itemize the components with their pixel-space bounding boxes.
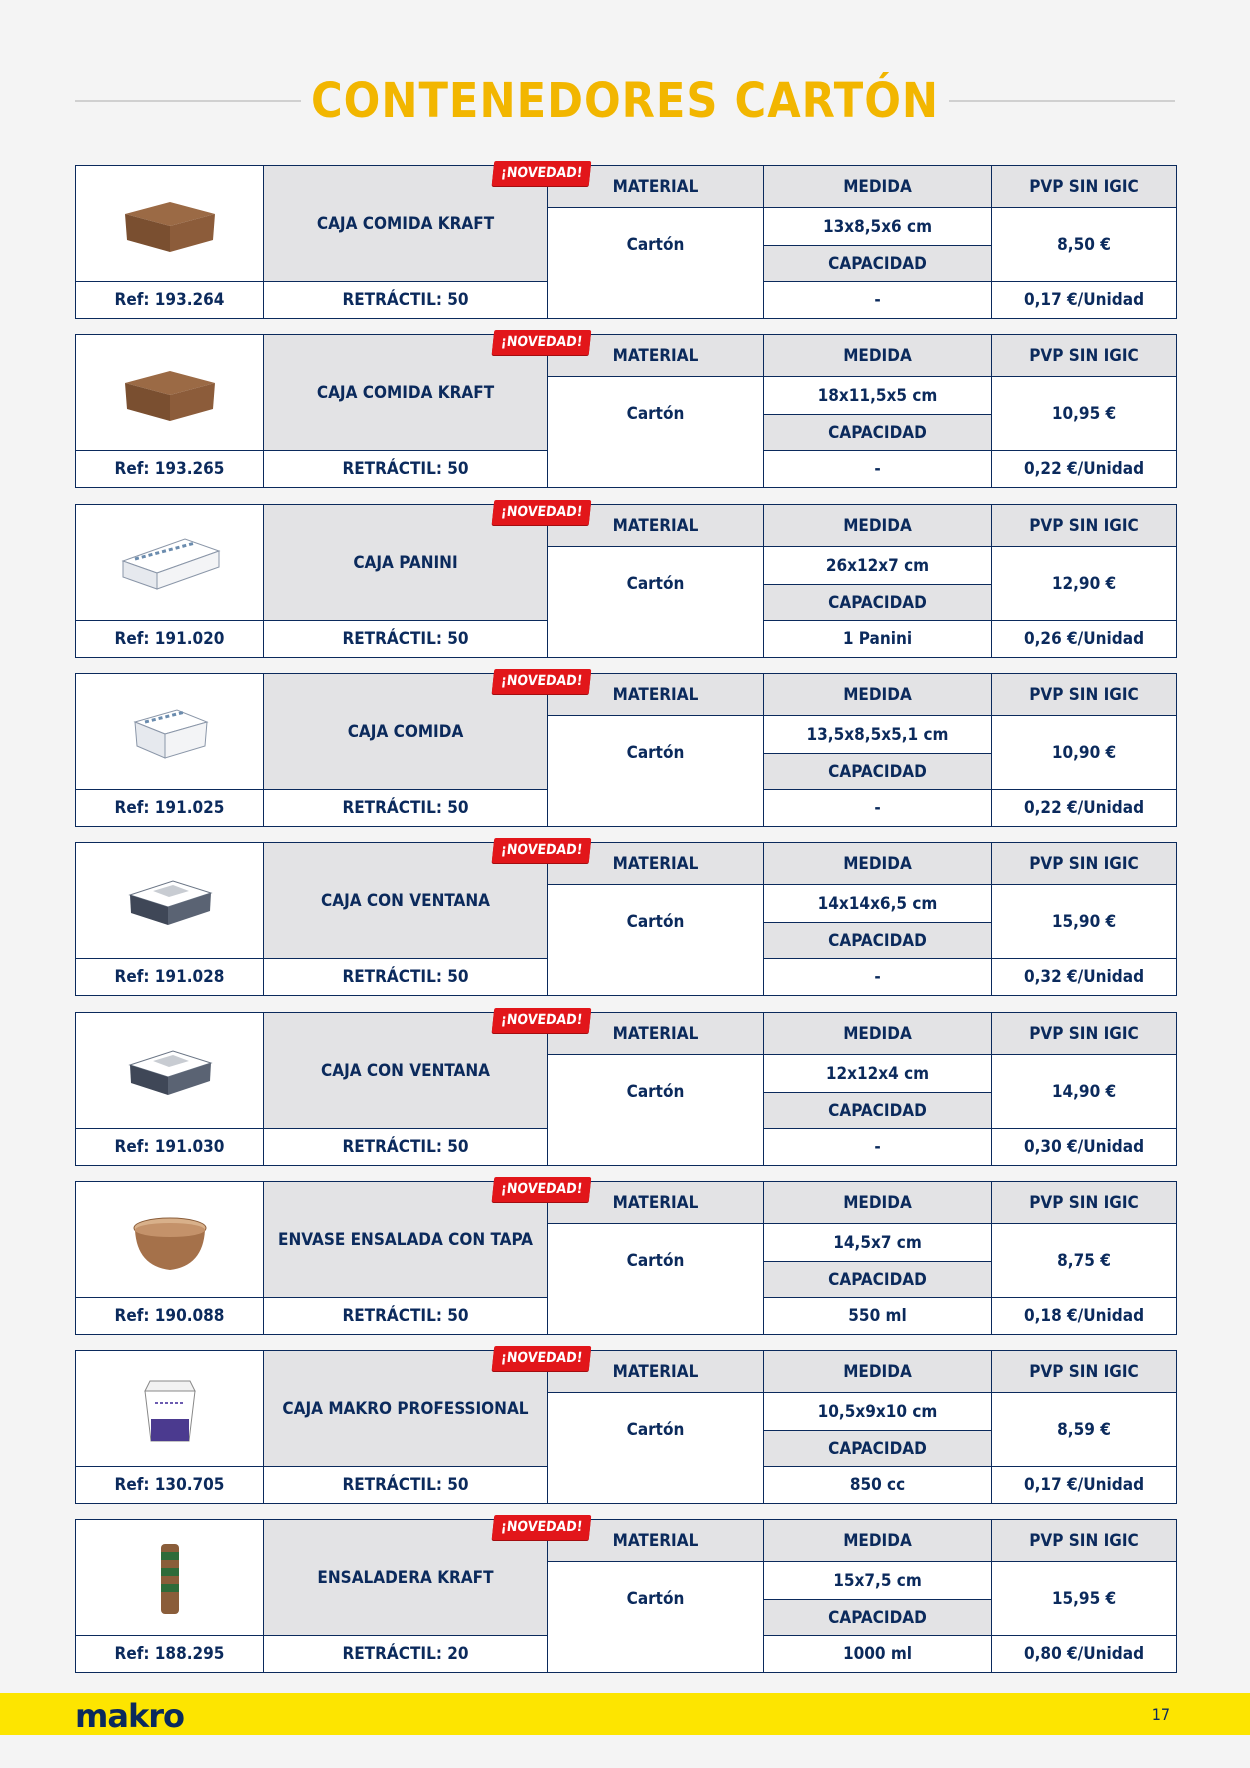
material-header: MATERIAL xyxy=(548,335,764,377)
pvp-header: PVP SIN IGIC xyxy=(992,505,1177,547)
product-table xyxy=(75,673,1177,827)
material-header: MATERIAL xyxy=(548,1520,764,1562)
novedad-badge: ¡NOVEDAD! xyxy=(492,1177,592,1202)
pvp-header: PVP SIN IGIC xyxy=(992,674,1177,716)
medida-value: 13,5x8,5x5,1 cm xyxy=(764,716,992,754)
salad-bowl-icon xyxy=(76,1200,263,1280)
capacidad-value: 550 ml xyxy=(764,1298,992,1335)
pvp-header: PVP SIN IGIC xyxy=(992,1520,1177,1562)
retractil-value: RETRÁCTIL: 50 xyxy=(264,1298,548,1335)
product-ref: Ref: 130.705 xyxy=(76,1467,264,1504)
material-value: Cartón xyxy=(548,1224,764,1298)
medida-value: 14,5x7 cm xyxy=(764,1224,992,1262)
product-image xyxy=(76,335,264,451)
product-card xyxy=(75,1012,1176,1165)
capacidad-value: - xyxy=(764,959,992,996)
price-value: 15,95 € xyxy=(992,1562,1177,1636)
product-card xyxy=(75,673,1176,826)
novedad-badge: ¡NOVEDAD! xyxy=(492,330,592,355)
material-spacer xyxy=(548,451,764,488)
panini-box-icon xyxy=(76,523,263,603)
pvp-header: PVP SIN IGIC xyxy=(992,166,1177,208)
medida-header: MEDIDA xyxy=(764,674,992,716)
product-image xyxy=(76,1182,264,1298)
unit-price: 0,22 €/Unidad xyxy=(992,790,1177,827)
product-ref: Ref: 191.025 xyxy=(76,790,264,827)
product-image xyxy=(76,1520,264,1636)
material-spacer xyxy=(548,1467,764,1504)
retractil-value: RETRÁCTIL: 50 xyxy=(264,790,548,827)
price-value: 14,90 € xyxy=(992,1055,1177,1129)
product-table xyxy=(75,165,1177,319)
material-header: MATERIAL xyxy=(548,1182,764,1224)
product-table xyxy=(75,1350,1177,1504)
material-header: MATERIAL xyxy=(548,674,764,716)
product-table xyxy=(75,1519,1177,1673)
capacidad-header: CAPACIDAD xyxy=(764,754,992,790)
capacidad-value: - xyxy=(764,451,992,488)
unit-price: 0,17 €/Unidad xyxy=(992,1467,1177,1504)
unit-price: 0,17 €/Unidad xyxy=(992,282,1177,319)
medida-value: 18x11,5x5 cm xyxy=(764,377,992,415)
price-value: 8,75 € xyxy=(992,1224,1177,1298)
retractil-value: RETRÁCTIL: 50 xyxy=(264,959,548,996)
novedad-badge: ¡NOVEDAD! xyxy=(492,838,592,863)
material-spacer xyxy=(548,790,764,827)
material-spacer xyxy=(548,621,764,658)
unit-price: 0,80 €/Unidad xyxy=(992,1636,1177,1673)
price-value: 15,90 € xyxy=(992,885,1177,959)
medida-value: 13x8,5x6 cm xyxy=(764,208,992,246)
capacidad-value: - xyxy=(764,1129,992,1166)
product-image xyxy=(76,505,264,621)
makro-logo: makro xyxy=(75,1697,184,1735)
medida-header: MEDIDA xyxy=(764,1013,992,1055)
material-header: MATERIAL xyxy=(548,1013,764,1055)
retractil-value: RETRÁCTIL: 50 xyxy=(264,621,548,658)
product-ref: Ref: 193.265 xyxy=(76,451,264,488)
product-ref: Ref: 188.295 xyxy=(76,1636,264,1673)
product-card xyxy=(75,1350,1176,1503)
price-value: 10,90 € xyxy=(992,716,1177,790)
product-card xyxy=(75,165,1176,318)
material-value: Cartón xyxy=(548,885,764,959)
medida-value: 26x12x7 cm xyxy=(764,547,992,585)
noodle-box-icon xyxy=(76,1369,263,1449)
material-value: Cartón xyxy=(548,377,764,451)
medida-value: 15x7,5 cm xyxy=(764,1562,992,1600)
capacidad-header: CAPACIDAD xyxy=(764,1093,992,1129)
material-header: MATERIAL xyxy=(548,843,764,885)
product-name: CAJA CON VENTANA xyxy=(264,843,548,959)
price-value: 10,95 € xyxy=(992,377,1177,451)
window-box-icon xyxy=(76,861,263,941)
capacidad-value: - xyxy=(764,790,992,827)
capacidad-value: 850 cc xyxy=(764,1467,992,1504)
pvp-header: PVP SIN IGIC xyxy=(992,843,1177,885)
product-card xyxy=(75,842,1176,995)
product-name: ENVASE ENSALADA CON TAPA xyxy=(264,1182,548,1298)
product-name: CAJA COMIDA KRAFT xyxy=(264,335,548,451)
product-table xyxy=(75,1181,1177,1335)
product-table xyxy=(75,504,1177,658)
material-spacer xyxy=(548,1636,764,1673)
page-title: CONTENEDORES CARTÓN xyxy=(301,73,949,129)
pvp-header: PVP SIN IGIC xyxy=(992,1013,1177,1055)
pvp-header: PVP SIN IGIC xyxy=(992,1182,1177,1224)
product-card xyxy=(75,1181,1176,1334)
material-value: Cartón xyxy=(548,1393,764,1467)
kraft-box-icon xyxy=(76,184,263,264)
novedad-badge: ¡NOVEDAD! xyxy=(492,1515,592,1540)
capacidad-header: CAPACIDAD xyxy=(764,923,992,959)
product-card xyxy=(75,1519,1176,1672)
medida-header: MEDIDA xyxy=(764,843,992,885)
product-image xyxy=(76,1351,264,1467)
product-ref: Ref: 191.030 xyxy=(76,1129,264,1166)
material-spacer xyxy=(548,959,764,996)
page-header xyxy=(75,68,1175,134)
product-name: ENSALADERA KRAFT xyxy=(264,1520,548,1636)
product-name: CAJA COMIDA xyxy=(264,674,548,790)
novedad-badge: ¡NOVEDAD! xyxy=(492,1346,592,1371)
material-spacer xyxy=(548,282,764,319)
pvp-header: PVP SIN IGIC xyxy=(992,335,1177,377)
window-box-icon xyxy=(76,1031,263,1111)
material-header: MATERIAL xyxy=(548,505,764,547)
medida-header: MEDIDA xyxy=(764,1351,992,1393)
material-value: Cartón xyxy=(548,1055,764,1129)
retractil-value: RETRÁCTIL: 20 xyxy=(264,1636,548,1673)
material-value: Cartón xyxy=(548,1562,764,1636)
capacidad-value: 1 Panini xyxy=(764,621,992,658)
kraft-box-icon xyxy=(76,353,263,433)
product-ref: Ref: 191.020 xyxy=(76,621,264,658)
unit-price: 0,32 €/Unidad xyxy=(992,959,1177,996)
white-box-icon xyxy=(76,692,263,772)
material-spacer xyxy=(548,1298,764,1335)
novedad-badge: ¡NOVEDAD! xyxy=(492,161,592,186)
capacidad-header: CAPACIDAD xyxy=(764,1431,992,1467)
product-image xyxy=(76,843,264,959)
capacidad-header: CAPACIDAD xyxy=(764,1262,992,1298)
product-ref: Ref: 190.088 xyxy=(76,1298,264,1335)
medida-header: MEDIDA xyxy=(764,505,992,547)
medida-value: 12x12x4 cm xyxy=(764,1055,992,1093)
product-card xyxy=(75,334,1176,487)
medida-header: MEDIDA xyxy=(764,1520,992,1562)
material-value: Cartón xyxy=(548,208,764,282)
page-number: 17 xyxy=(1151,1705,1170,1724)
product-table xyxy=(75,334,1177,488)
price-value: 12,90 € xyxy=(992,547,1177,621)
product-image xyxy=(76,166,264,282)
unit-price: 0,18 €/Unidad xyxy=(992,1298,1177,1335)
product-name: CAJA MAKRO PROFESSIONAL xyxy=(264,1351,548,1467)
medida-header: MEDIDA xyxy=(764,166,992,208)
medida-header: MEDIDA xyxy=(764,335,992,377)
product-table xyxy=(75,1012,1177,1166)
price-value: 8,59 € xyxy=(992,1393,1177,1467)
pvp-header: PVP SIN IGIC xyxy=(992,1351,1177,1393)
footer-bar xyxy=(0,1693,1250,1735)
novedad-badge: ¡NOVEDAD! xyxy=(492,500,592,525)
capacidad-header: CAPACIDAD xyxy=(764,415,992,451)
product-name: CAJA CON VENTANA xyxy=(264,1013,548,1129)
material-header: MATERIAL xyxy=(548,166,764,208)
unit-price: 0,26 €/Unidad xyxy=(992,621,1177,658)
retractil-value: RETRÁCTIL: 50 xyxy=(264,1467,548,1504)
material-header: MATERIAL xyxy=(548,1351,764,1393)
material-spacer xyxy=(548,1129,764,1166)
product-ref: Ref: 193.264 xyxy=(76,282,264,319)
unit-price: 0,30 €/Unidad xyxy=(992,1129,1177,1166)
retractil-value: RETRÁCTIL: 50 xyxy=(264,451,548,488)
product-name: CAJA COMIDA KRAFT xyxy=(264,166,548,282)
unit-price: 0,22 €/Unidad xyxy=(992,451,1177,488)
capacidad-header: CAPACIDAD xyxy=(764,585,992,621)
novedad-badge: ¡NOVEDAD! xyxy=(492,1008,592,1033)
capacidad-value: 1000 ml xyxy=(764,1636,992,1673)
capacidad-value: - xyxy=(764,282,992,319)
medida-value: 14x14x6,5 cm xyxy=(764,885,992,923)
product-table xyxy=(75,842,1177,996)
product-image xyxy=(76,1013,264,1129)
medida-value: 10,5x9x10 cm xyxy=(764,1393,992,1431)
retractil-value: RETRÁCTIL: 50 xyxy=(264,282,548,319)
product-name: CAJA PANINI xyxy=(264,505,548,621)
product-card xyxy=(75,504,1176,657)
novedad-badge: ¡NOVEDAD! xyxy=(492,669,592,694)
stacked-bowls-icon xyxy=(76,1538,263,1618)
material-value: Cartón xyxy=(548,547,764,621)
capacidad-header: CAPACIDAD xyxy=(764,1600,992,1636)
capacidad-header: CAPACIDAD xyxy=(764,246,992,282)
medida-header: MEDIDA xyxy=(764,1182,992,1224)
product-ref: Ref: 191.028 xyxy=(76,959,264,996)
price-value: 8,50 € xyxy=(992,208,1177,282)
retractil-value: RETRÁCTIL: 50 xyxy=(264,1129,548,1166)
material-value: Cartón xyxy=(548,716,764,790)
product-image xyxy=(76,674,264,790)
